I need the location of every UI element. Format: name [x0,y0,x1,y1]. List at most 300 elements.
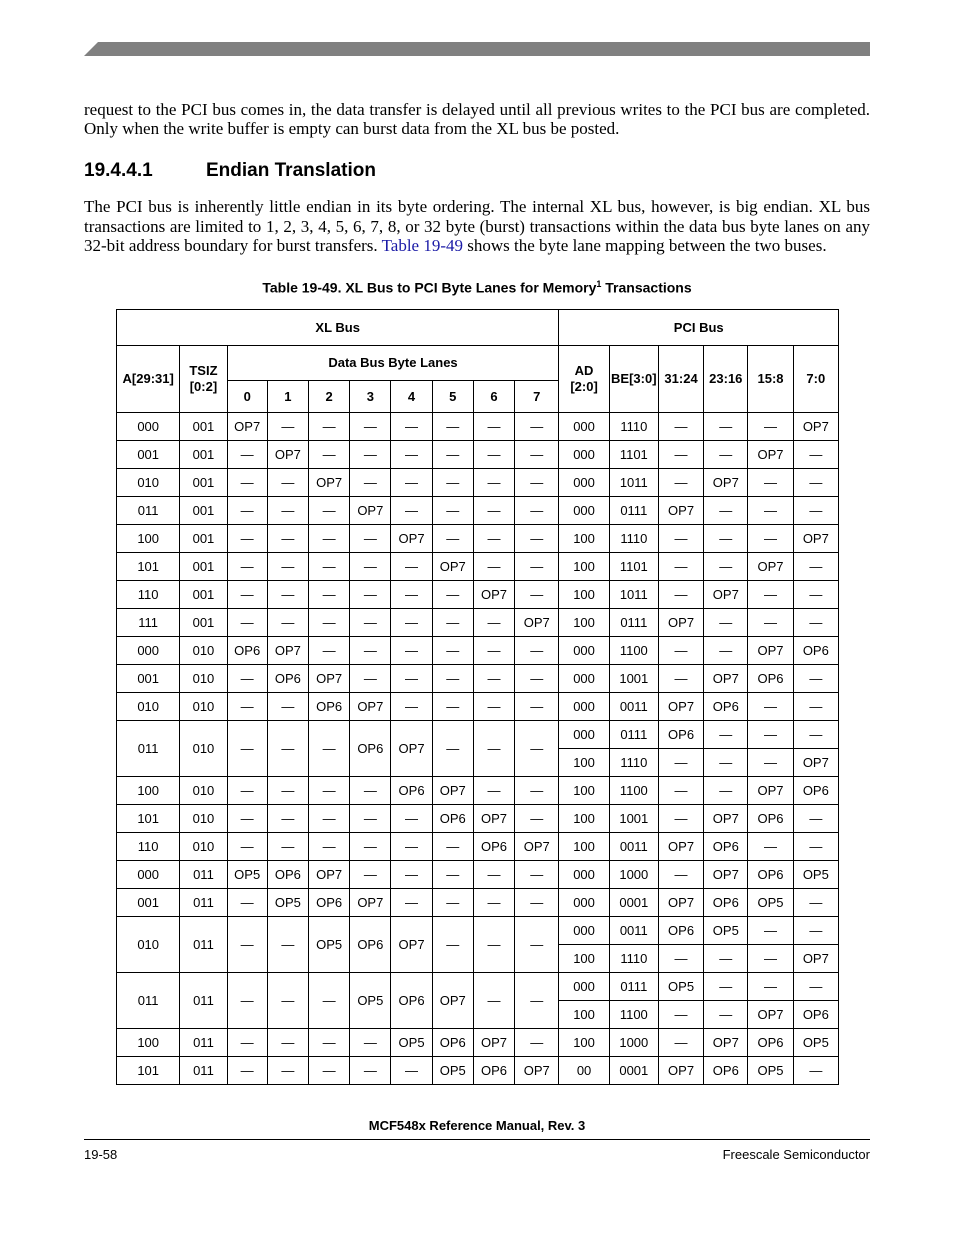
cell-lane-2: — [309,413,350,441]
cell-pci-1: 1001 [609,665,658,693]
cell-lane-0: — [227,1057,267,1085]
cell-lane-0: — [227,889,267,917]
col-header-lane-2: 2 [309,381,350,413]
cell-lane-4: — [391,553,432,581]
cell-pci-5: OP6 [793,1001,838,1029]
cell-address: 011 [117,497,180,525]
cell-lane-5: OP7 [432,553,473,581]
cell-address: 010 [117,693,180,721]
cell-pci-0: 000 [559,973,609,1001]
col-header-ad: AD [2:0] [559,346,609,413]
cell-pci-1: 0011 [609,693,658,721]
table-row [117,805,839,833]
cell-pci-2: OP6 [658,721,703,749]
cell-lane-0: — [227,441,267,469]
cell-lane-6: — [473,441,514,469]
cell-address: 001 [117,889,180,917]
cell-lane-3: — [350,525,391,553]
cell-pci-0: 000 [559,693,609,721]
cell-lane-6: — [473,525,514,553]
cell-pci-0: 000 [559,441,609,469]
cell-lane-0: — [227,1029,267,1057]
cell-lane-3: OP7 [350,889,391,917]
cell-address: 110 [117,581,180,609]
cell-pci-2: — [658,1001,703,1029]
cell-tsiz: 010 [180,777,227,805]
cell-pci-5: — [793,609,838,637]
section-number: 19.4.4.1 [84,160,153,181]
cell-pci-4: OP7 [748,553,793,581]
cell-lane-0: — [227,665,267,693]
cell-pci-1: 1110 [609,525,658,553]
table-row [117,1029,839,1057]
caption-text-end: Transactions [601,279,692,296]
cell-pci-0: 100 [559,525,609,553]
footer-manual-title: MCF548x Reference Manual, Rev. 3 [368,1118,586,1133]
cell-lane-3: OP6 [350,917,391,973]
cell-lane-6: — [473,553,514,581]
cell-pci-3: OP6 [704,889,748,917]
cell-lane-1: — [267,469,308,497]
cell-pci-0: 100 [559,777,609,805]
cell-pci-1: 1110 [609,413,658,441]
cell-lane-7: — [515,1029,559,1057]
cell-pci-2: — [658,637,703,665]
cell-tsiz: 010 [180,665,227,693]
cell-lane-1: — [267,973,308,1029]
cell-lane-7: — [515,805,559,833]
cell-pci-5: OP6 [793,777,838,805]
table-row [117,553,839,581]
col-header-23-16: 23:16 [704,346,748,413]
cell-lane-5: — [432,469,473,497]
table-cross-reference-link[interactable]: Table 19-49 [381,236,464,255]
cell-lane-6: OP7 [473,1029,514,1057]
cell-pci-2: — [658,861,703,889]
cell-pci-2: OP7 [658,693,703,721]
cell-tsiz: 001 [180,441,227,469]
cell-lane-1: — [267,553,308,581]
cell-address: 000 [117,861,180,889]
cell-pci-3: — [704,777,748,805]
cell-lane-3: — [350,469,391,497]
cell-pci-4: — [748,973,793,1001]
cell-lane-4: — [391,693,432,721]
footer-page-number: 19-58 [84,1147,118,1162]
col-header-7-0: 7:0 [793,346,838,413]
cell-lane-4: — [391,1057,432,1085]
cell-lane-6: — [473,721,514,777]
cell-lane-2: OP6 [309,889,350,917]
cell-pci-2: — [658,413,703,441]
cell-pci-0: 000 [559,917,609,945]
cell-pci-2: — [658,469,703,497]
intro-paragraph [84,100,870,138]
cell-lane-2: — [309,497,350,525]
cell-lane-3: OP5 [350,973,391,1029]
cell-pci-5: — [793,693,838,721]
cell-lane-0: — [227,497,267,525]
cell-lane-2: — [309,637,350,665]
cell-pci-2: — [658,1029,703,1057]
cell-pci-5: — [793,497,838,525]
cell-lane-0: OP5 [227,861,267,889]
cell-tsiz: 010 [180,721,227,777]
cell-pci-1: 0011 [609,833,658,861]
intro-text: request to the PCI bus comes in, the data transfer is delayed until all previous writes to the PCI bus are completed. Only when the write buffer is empty can burst data from the XL bus be posted. [84,100,870,138]
cell-lane-2: OP5 [309,917,350,973]
cell-lane-6: — [473,665,514,693]
table-row [117,469,839,497]
cell-address: 101 [117,805,180,833]
cell-lane-3: — [350,805,391,833]
cell-pci-4: — [748,469,793,497]
cell-lane-4: — [391,805,432,833]
cell-lane-4: OP7 [391,917,432,973]
cell-pci-4: OP7 [748,1001,793,1029]
cell-pci-0: 000 [559,721,609,749]
cell-pci-5: OP7 [793,945,838,973]
cell-pci-3: — [704,637,748,665]
cell-lane-4: — [391,469,432,497]
cell-pci-4: OP6 [748,665,793,693]
cell-pci-3: OP7 [704,861,748,889]
cell-lane-0: OP6 [227,637,267,665]
cell-lane-0: — [227,553,267,581]
cell-lane-5: — [432,889,473,917]
cell-pci-1: 1100 [609,637,658,665]
table-row [117,889,839,917]
cell-lane-2: — [309,1029,350,1057]
cell-lane-5: — [432,581,473,609]
cell-pci-5: — [793,721,838,749]
cell-pci-4: — [748,833,793,861]
cell-pci-2: — [658,805,703,833]
cell-pci-4: OP5 [748,1057,793,1085]
cell-lane-7: — [515,777,559,805]
cell-tsiz: 011 [180,973,227,1029]
cell-lane-1: — [267,413,308,441]
cell-lane-6: — [473,469,514,497]
cell-lane-6: — [473,637,514,665]
cell-pci-5: OP7 [793,413,838,441]
cell-lane-4: OP7 [391,525,432,553]
cell-lane-3: — [350,1057,391,1085]
cell-lane-6: — [473,889,514,917]
cell-tsiz: 011 [180,861,227,889]
cell-lane-2: OP6 [309,693,350,721]
cell-pci-1: 0111 [609,609,658,637]
cell-lane-6: — [473,693,514,721]
cell-lane-3: — [350,609,391,637]
cell-lane-5: OP6 [432,805,473,833]
cell-lane-4: — [391,665,432,693]
cell-lane-5: — [432,609,473,637]
cell-lane-0: — [227,581,267,609]
cell-lane-5: — [432,497,473,525]
cell-lane-1: — [267,581,308,609]
cell-pci-2: OP7 [658,889,703,917]
cell-lane-6: — [473,973,514,1029]
cell-lane-1: — [267,497,308,525]
cell-pci-2: — [658,749,703,777]
cell-lane-7: — [515,497,559,525]
cell-lane-3: — [350,1029,391,1057]
cell-lane-1: OP6 [267,665,308,693]
caption-text: Table 19-49. XL Bus to PCI Byte Lanes for Memory [262,279,597,296]
cell-pci-0: 000 [559,637,609,665]
cell-pci-4: — [748,525,793,553]
cell-pci-5: — [793,805,838,833]
cell-pci-2: OP7 [658,609,703,637]
cell-lane-2: — [309,805,350,833]
cell-pci-4: — [748,917,793,945]
cell-pci-3: OP6 [704,1057,748,1085]
cell-lane-0: — [227,917,267,973]
cell-pci-0: 100 [559,833,609,861]
cell-pci-2: — [658,441,703,469]
table-row [117,693,839,721]
cell-address: 001 [117,665,180,693]
cell-lane-7: OP7 [515,609,559,637]
col-header-31-24: 31:24 [658,346,703,413]
table-row [117,721,839,749]
cell-pci-2: — [658,777,703,805]
cell-pci-4: — [748,609,793,637]
cell-pci-3: OP7 [704,581,748,609]
cell-lane-7: — [515,469,559,497]
cell-pci-5: OP5 [793,861,838,889]
cell-pci-1: 1101 [609,553,658,581]
cell-pci-4: OP7 [748,777,793,805]
cell-tsiz: 011 [180,1029,227,1057]
cell-address: 000 [117,413,180,441]
cell-lane-1: — [267,609,308,637]
cell-tsiz: 011 [180,917,227,973]
col-header-lane-7: 7 [515,381,559,413]
cell-lane-6: — [473,609,514,637]
cell-tsiz: 010 [180,805,227,833]
cell-pci-3: — [704,945,748,973]
col-header-address: A[29:31] [117,346,180,413]
table-row [117,1057,839,1085]
table-row [117,413,839,441]
cell-tsiz: 011 [180,889,227,917]
cell-pci-1: 0111 [609,973,658,1001]
cell-pci-0: 100 [559,609,609,637]
cell-lane-4: — [391,889,432,917]
cell-lane-6: — [473,413,514,441]
cell-pci-0: 100 [559,1001,609,1029]
cell-pci-3: OP7 [704,1029,748,1057]
header-bar-graphic [84,42,870,56]
cell-pci-3: — [704,497,748,525]
cell-pci-3: OP7 [704,469,748,497]
table-row [117,973,839,1001]
cell-lane-1: — [267,833,308,861]
cell-tsiz: 001 [180,553,227,581]
cell-pci-1: 0011 [609,917,658,945]
cell-lane-2: — [309,833,350,861]
cell-lane-0: — [227,721,267,777]
col-header-lane-5: 5 [432,381,473,413]
cell-pci-0: 000 [559,665,609,693]
cell-tsiz: 010 [180,693,227,721]
cell-pci-0: 100 [559,805,609,833]
cell-lane-2: — [309,721,350,777]
cell-address: 001 [117,441,180,469]
cell-lane-6: — [473,497,514,525]
cell-lane-1: OP6 [267,861,308,889]
cell-tsiz: 001 [180,413,227,441]
cell-pci-1: 0111 [609,497,658,525]
cell-lane-3: — [350,833,391,861]
cell-address: 011 [117,721,180,777]
col-header-tsiz: TSIZ [0:2] [180,346,227,413]
table-caption [0,279,954,296]
col-header-lane-4: 4 [391,381,432,413]
cell-pci-4: — [748,497,793,525]
cell-lane-3: OP6 [350,721,391,777]
col-header-be: BE[3:0] [609,346,658,413]
cell-pci-2: OP6 [658,917,703,945]
cell-pci-0: 000 [559,413,609,441]
cell-lane-1: — [267,777,308,805]
cell-pci-5: OP5 [793,1029,838,1057]
body-text-start: The PCI bus is inherently little endian in its byte ordering. The internal XL bus, however, is big endian. XL bus transactions are limited to 1, 2, 3, 4, 5, 6, 7, 8, or 32 byte (burst) transactions within the data bus byte lanes on any 32-bit address boundary for burst transfers. [84,197,870,255]
cell-tsiz: 011 [180,1057,227,1085]
cell-lane-2: — [309,581,350,609]
cell-lane-0: — [227,609,267,637]
cell-pci-5: OP7 [793,749,838,777]
body-text [84,197,870,256]
cell-lane-5: — [432,637,473,665]
cell-pci-3: — [704,525,748,553]
cell-pci-2: — [658,581,703,609]
cell-pci-2: OP7 [658,833,703,861]
byte-lane-table [116,309,839,1085]
cell-lane-4: — [391,609,432,637]
cell-pci-3: — [704,973,748,1001]
col-header-lane-0: 0 [227,381,267,413]
cell-lane-4: — [391,413,432,441]
cell-address: 110 [117,833,180,861]
cell-pci-3: OP5 [704,917,748,945]
cell-lane-0: — [227,805,267,833]
cell-lane-2: — [309,777,350,805]
cell-pci-3: — [704,413,748,441]
cell-lane-7: — [515,413,559,441]
cell-lane-7: — [515,637,559,665]
cell-address: 101 [117,553,180,581]
cell-lane-1: — [267,1029,308,1057]
cell-pci-3: — [704,721,748,749]
cell-pci-1: 1100 [609,777,658,805]
cell-pci-1: 1110 [609,945,658,973]
cell-pci-4: OP5 [748,889,793,917]
cell-pci-5: — [793,973,838,1001]
cell-pci-3: OP7 [704,805,748,833]
cell-lane-4: — [391,833,432,861]
cell-pci-4: — [748,693,793,721]
cell-address: 100 [117,1029,180,1057]
cell-lane-1: — [267,1057,308,1085]
cell-pci-3: OP7 [704,665,748,693]
cell-lane-2: OP7 [309,469,350,497]
caption-footnote-marker: 1 [596,279,602,289]
cell-pci-4: OP6 [748,1029,793,1057]
cell-lane-3: — [350,777,391,805]
cell-pci-2: — [658,945,703,973]
cell-pci-5: — [793,469,838,497]
cell-address: 100 [117,525,180,553]
cell-lane-1: OP7 [267,441,308,469]
cell-pci-1: 1011 [609,581,658,609]
cell-pci-3: — [704,441,748,469]
cell-lane-5: OP7 [432,777,473,805]
cell-address: 101 [117,1057,180,1085]
table-row [117,609,839,637]
pci-bus-group-header: PCI Bus [559,310,839,346]
header-bar [84,42,870,56]
cell-tsiz: 001 [180,497,227,525]
cell-lane-3: — [350,413,391,441]
cell-pci-0: 100 [559,945,609,973]
cell-pci-4: OP7 [748,637,793,665]
cell-lane-6: OP6 [473,833,514,861]
cell-lane-3: — [350,861,391,889]
cell-lane-1: — [267,525,308,553]
cell-address: 010 [117,469,180,497]
cell-pci-5: — [793,1057,838,1085]
cell-lane-4: — [391,581,432,609]
cell-lane-4: OP7 [391,721,432,777]
cell-lane-3: — [350,553,391,581]
cell-lane-6: OP6 [473,1057,514,1085]
cell-lane-7: — [515,973,559,1029]
cell-pci-0: 00 [559,1057,609,1085]
table-row [117,861,839,889]
cell-address: 111 [117,609,180,637]
cell-lane-2: — [309,973,350,1029]
cell-tsiz: 001 [180,581,227,609]
cell-tsiz: 001 [180,469,227,497]
cell-pci-3: — [704,553,748,581]
cell-pci-1: 1110 [609,749,658,777]
cell-pci-5: — [793,889,838,917]
cell-pci-0: 000 [559,469,609,497]
cell-pci-0: 000 [559,861,609,889]
cell-tsiz: 010 [180,833,227,861]
table-row [117,441,839,469]
cell-lane-7: — [515,441,559,469]
table-row [117,917,839,945]
cell-pci-4: OP7 [748,441,793,469]
cell-pci-0: 000 [559,889,609,917]
cell-lane-3: — [350,665,391,693]
cell-lane-1: — [267,805,308,833]
cell-pci-1: 0001 [609,1057,658,1085]
cell-pci-5: OP7 [793,525,838,553]
cell-pci-0: 100 [559,553,609,581]
cell-lane-7: — [515,861,559,889]
cell-lane-3: — [350,637,391,665]
cell-lane-2: — [309,609,350,637]
cell-tsiz: 001 [180,525,227,553]
cell-lane-7: — [515,721,559,777]
body-text-end: shows the byte lane mapping between the two buses. [463,236,827,255]
col-header-lane-3: 3 [350,381,391,413]
